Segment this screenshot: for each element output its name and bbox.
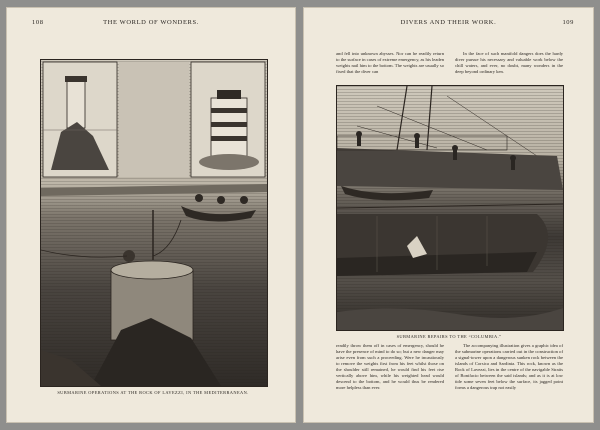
lavezzi-engraving-art	[41, 60, 267, 386]
left-page	[6, 7, 296, 423]
left-page-header	[6, 19, 296, 31]
text-column-top-left	[336, 51, 444, 75]
lavezzi-engraving	[40, 59, 268, 387]
columbia-engraving-art	[337, 86, 563, 330]
paragraph: The accompanying illustration gives a graphic idea of the submarine operations carried out in the construction of a signal-tower upon a dangerous sunken rock between the islands of Corsica and Sardinia. This rock, known as the Rock of Lavezzi, lies in the centre of the navigable Straits of Bonifacio between the said islands; and as it is at low tide some seven feet below the surface, its jagged point forms a dangerous trap not easily	[455, 343, 563, 391]
right-page-header	[303, 19, 594, 31]
columbia-engraving	[336, 85, 564, 331]
text-column-bottom-right	[455, 343, 563, 391]
left-page-number: 108	[32, 19, 44, 26]
paragraph: and fell into unknown abysses. Nor can he readily return to the surface in cases of extreme emergency, as his leaden weights nail him to the bottom. The weights are usually so fixed that the diver can	[336, 51, 444, 75]
text-column-bottom-left	[336, 343, 444, 391]
right-running-title: DIVERS AND THEIR WORK.	[400, 19, 497, 26]
left-engraving-caption: SUBMARINE OPERATIONS AT THE ROCK OF LAVEZZI, IN THE MEDITERRANEAN.	[57, 390, 249, 395]
left-running-title: THE WORLD OF WONDERS.	[103, 19, 199, 26]
paragraph: readily throw them off in cases of emergency, should he have the presence of mind to do so; but a new danger may arise even from such a proceeding. Were he incautiously to remove the weights first from his feet whilst those on the shoulder still remained, he would find his feet rise vertically above him, while his weighted head would descend to the bottom, and he would thus be rendered more helpless than ever.	[336, 343, 444, 391]
right-engraving-caption: SUBMARINE REPAIRS TO THE “COLUMBIA.”	[396, 334, 502, 339]
right-page-number: 109	[562, 19, 574, 26]
text-column-top-right	[455, 51, 563, 75]
paragraph: In the face of such manifold dangers does the hardy diver pursue his necessary and valuable work below the chill waters, and ever, no doubt, many wonders in the deep beyond ordinary ken.	[455, 51, 563, 75]
right-page	[303, 7, 594, 423]
